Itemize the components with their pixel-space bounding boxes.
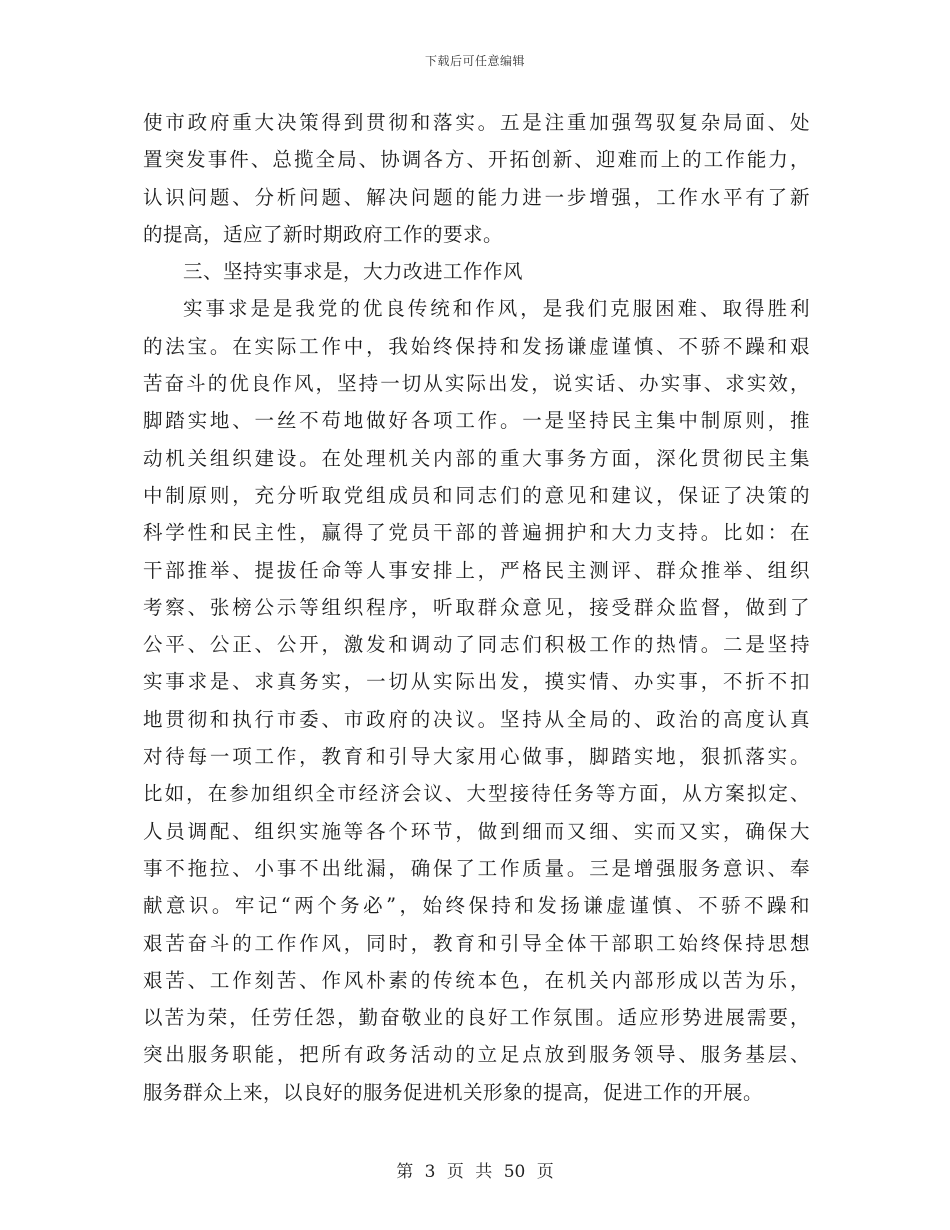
paragraph-line: 人员调配、组织实施等各个环节，做到细而又细、实而又实，确保大: [143, 819, 810, 843]
paragraph-line: 的法宝。在实际工作中，我始终保持和发扬谦虚谨慎、不骄不躁和艰: [143, 334, 810, 358]
paragraph-line: 苦奋斗的优良作风，坚持一切从实际出发，说实话、办实事、求实效，: [143, 372, 810, 396]
page-number-footer: 第 3 页 共 50 页: [396, 1162, 554, 1182]
paragraph-line: 以苦为荣，任劳任怨，勤奋敬业的良好工作氛围。适应形势进展需要，: [143, 1006, 810, 1030]
paragraph-line: 中制原则，充分听取党组成员和同志们的意见和建议，保证了决策的: [143, 483, 810, 507]
paragraph-line: 脚踏实地、一丝不苟地做好各项工作。一是坚持民主集中制原则，推: [143, 409, 810, 433]
paragraph-line: 实事求是是我党的优良传统和作风，是我们克服困难、取得胜利: [183, 297, 810, 321]
paragraph-line: 比如，在参加组织全市经济会议、大型接待任务等方面，从方案拟定、: [143, 782, 810, 806]
document-body: [143, 104, 810, 1111]
paragraph-line: 动机关组织建设。在处理机关内部的重大事务方面，深化贯彻民主集: [143, 446, 810, 470]
paragraph-line: 艰苦、工作刻苦、作风朴素的传统本色，在机关内部形成以苦为乐，: [143, 968, 810, 992]
paragraph-line: 事不拖拉、小事不出纰漏，确保了工作质量。三是增强服务意识、奉: [143, 856, 810, 880]
paragraph-line: 突出服务职能，把所有政务活动的立足点放到服务领导、服务基层、: [143, 1043, 810, 1067]
paragraph-line: 干部推举、提拔任命等人事安排上，严格民主测评、群众推举、组织: [143, 558, 810, 582]
paragraph-line: 对待每一项工作，教育和引导大家用心做事，脚踏实地，狠抓落实。: [143, 745, 810, 769]
paragraph-line: 的提高，适应了新时期政府工作的要求。: [143, 222, 504, 246]
paragraph-line: 考察、张榜公示等组织程序，听取群众意见，接受群众监督，做到了: [143, 595, 810, 619]
paragraph-line: 置突发事件、总揽全局、协调各方、开拓创新、迎难而上的工作能力，: [143, 148, 810, 172]
paragraph-line: 认识问题、分析问题、解决问题的能力进一步增强，工作水平有了新: [143, 185, 810, 209]
paragraph-line: 服务群众上来，以良好的服务促进机关形象的提高，促进工作的开展。: [143, 1080, 764, 1104]
paragraph-line: 艰苦奋斗的工作作风，同时，教育和引导全体干部职工始终保持思想: [143, 931, 810, 955]
paragraph-line: 实事求是、求真务实，一切从实际出发，摸实情、办实事，不折不扣: [143, 670, 810, 694]
paragraph-line: 公平、公正、公开，激发和调动了同志们积极工作的热情。二是坚持: [143, 633, 810, 657]
paragraph-line: 献意识。牢记“两个务必”，始终保持和发扬谦虚谨慎、不骄不躁和: [143, 894, 810, 918]
section-heading: 三、坚持实事求是，大力改进工作作风: [183, 260, 524, 284]
paragraph-line: 使市政府重大决策得到贯彻和落实。五是注重加强驾驭复杂局面、处: [143, 111, 810, 134]
page-header-note: 下载后可任意编辑: [424, 54, 525, 68]
paragraph-line: 地贯彻和执行市委、市政府的决议。坚持从全局的、政治的高度认真: [143, 707, 810, 731]
paragraph-line: 科学性和民主性，赢得了党员干部的普遍拥护和大力支持。比如：在: [143, 521, 810, 545]
